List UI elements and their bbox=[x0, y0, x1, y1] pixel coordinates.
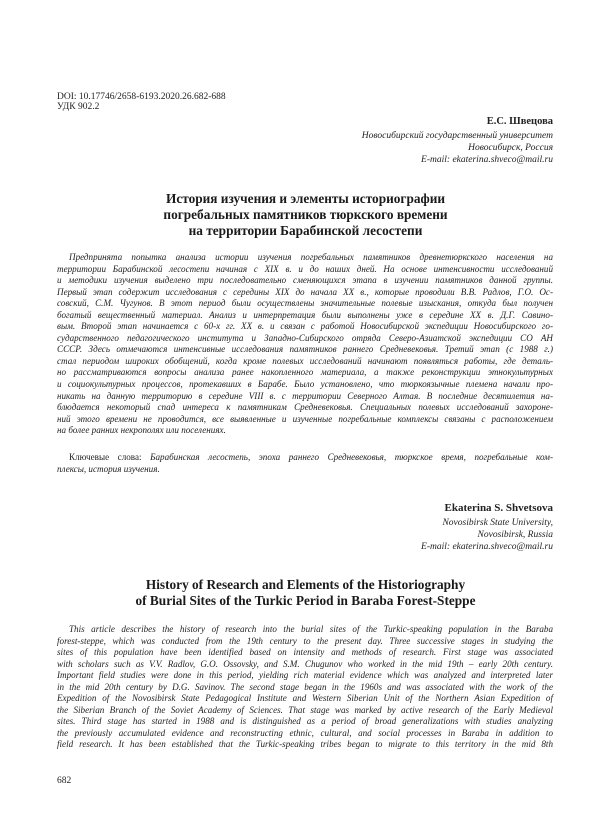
abstract-line: и методики изучения выделено три последовательно сменяющихся этапа в изучении памятников данной группы. bbox=[57, 275, 553, 286]
abstract-line: This article describes the history of research into the burial sites of the Turkic-speaking population in the Baraba bbox=[69, 624, 553, 634]
author-affiliation-en bbox=[421, 517, 553, 553]
abstract-line: sites. Third stage has started in 1988 and is distinguished as a period of broad generalizations with studies analyzing bbox=[57, 716, 553, 727]
abstract-ru bbox=[57, 252, 553, 437]
keywords-text: Барабинская лесостепь, эпоха раннего Средневековья, тюркское время, погребальные ком- bbox=[150, 452, 553, 462]
abstract-line: Предпринята попытка анализа истории изучения погребальных памятников древнетюркского населения на bbox=[69, 252, 553, 262]
title-line: на территории Барабинской лесостепи bbox=[188, 223, 423, 238]
article-title-ru bbox=[0, 191, 611, 239]
abstract-line: но рассматриваются вопросы анализа ранее накопленного материала, а также реконструкции этнокультурных bbox=[57, 367, 553, 378]
abstract-line: вым. Второй этап начинается с 60-х гг. XX в. и связан с работой Новосибирской экспедиции Новосибирского го- bbox=[57, 321, 553, 332]
abstract-line: the previously accumulated evidence and reconstructing ethnic, cultural, and social processes in Baraba in addition to bbox=[57, 727, 553, 738]
abstract-line: СССР. Здесь отмечаются интенсивные исследования памятников раннего Средневековья. Третий этап (с 1988 г.) bbox=[57, 344, 553, 355]
title-line: History of Research and Elements of the Historiography bbox=[145, 577, 466, 592]
abstract-line: блюдается некоторый спад интереса к памятникам Средневековья. Специальных полевых исследований захороне- bbox=[57, 402, 553, 413]
udk-code: УДК 902.2 bbox=[57, 102, 100, 112]
abstract-line: на более ранних некрополях или поселениях. bbox=[57, 425, 226, 436]
keywords-label: Ключевые слова: bbox=[69, 452, 142, 462]
page-number: 682 bbox=[57, 776, 72, 786]
abstract-en bbox=[57, 624, 553, 751]
abstract-line: территории Барабинской лесостепи начиная с XIX в. и до наших дней. На основе интенсивности исследований bbox=[57, 263, 553, 274]
abstract-line: Expedition of the Novosibirsk State Pedagogical Institute and Western Siberian Unit of the Northern Asian Expedition of bbox=[57, 693, 553, 704]
abstract-line: никать на данную территорию в середине VIII в. с территории Северного Алтая. В последние десятилетия на- bbox=[57, 390, 553, 401]
keywords-ru bbox=[57, 452, 553, 475]
affiliation-email: E-mail: ekaterina.shveco@mail.ru bbox=[421, 155, 553, 165]
abstract-line: Первый этап содержит исследования с середины XIX до начала XX в., которые проводили В.В. Радлов, Г.О. Ос- bbox=[57, 286, 553, 297]
abstract-line: сударственного педагогического института и Западно-Сибирского отряда Северо-Азиатской экспедиции СО АН bbox=[57, 332, 553, 343]
abstract-line: sites of this population have been identified based on intensity and methods of research. First stage was associated bbox=[57, 647, 553, 658]
abstract-line: the Siberian Branch of the Soviet Academy of Sciences. That stage was marked by active research of the Early Medieval bbox=[57, 704, 553, 715]
abstract-line: in the mid 20th century by D.G. Savinov. The second stage began in the 1960s and was associated with the work of the bbox=[57, 681, 553, 692]
affiliation-city: Novosibirsk, Russia bbox=[477, 530, 553, 540]
keywords-line bbox=[57, 452, 553, 464]
affiliation-university: Novosibirsk State University, bbox=[442, 518, 553, 528]
abstract-line: богатый вещественный материал. Анализ и интерпретация были выполнены уже в середине XX в. Д.Г. Савино- bbox=[57, 309, 553, 320]
abstract-line: и социокультурных процессов, протекавших в Барабе. Было установлено, что тюркоязычные племена начали про- bbox=[57, 379, 553, 390]
abstract-line: Important field studies were done in this period, yielding rich material evidence which was analyzed and interpreted later bbox=[57, 670, 553, 681]
abstract-line: ний этого времени не проводится, все выявленные и изученные погребальные комплексы связаны с расположением bbox=[57, 413, 553, 424]
doi: DOI: 10.17746/2658-6193.2020.26.682-688 bbox=[57, 92, 226, 102]
title-line: of Burial Sites of the Turkic Period in Baraba Forest-Steppe bbox=[135, 593, 476, 608]
author-name-ru: Е.С. Швецова bbox=[486, 116, 553, 127]
author-affiliation-ru bbox=[362, 130, 553, 166]
abstract-line: forest-steppe, which was conducted from the 19th century to the present day. Three successive stages in studying the bbox=[57, 635, 553, 646]
abstract-line: field research. It has been established that the Turkic-speaking tribes began to migrate to this territory in the mid 8th bbox=[57, 739, 553, 750]
title-line: История изучения и элементы историографии bbox=[165, 191, 446, 206]
title-line: погребальных памятников тюркского времени bbox=[163, 207, 448, 222]
keywords-line: плексы, история изучения. bbox=[57, 463, 160, 474]
affiliation-email: E-mail: ekaterina.shveco@mail.ru bbox=[421, 542, 553, 552]
abstract-line: with scholars such as V.V. Radlov, G.O. Ossovsky, and S.M. Chugunov who worked in the mid 19th – early 20th century. bbox=[57, 658, 553, 669]
abstract-line: стал периодом широких обобщений, когда кроме полевых исследований начинают появляться работы, где деталь- bbox=[57, 355, 553, 366]
affiliation-university: Новосибирский государственный университет bbox=[361, 131, 553, 141]
affiliation-city: Новосибирск, Россия bbox=[468, 143, 553, 153]
author-name-en: Ekaterina S. Shvetsova bbox=[444, 502, 553, 514]
article-title-en bbox=[0, 577, 611, 609]
abstract-line: совский, С.М. Чугунов. В этот период были осуществлены значительные полевые изыскания, откуда был получен bbox=[57, 298, 553, 309]
